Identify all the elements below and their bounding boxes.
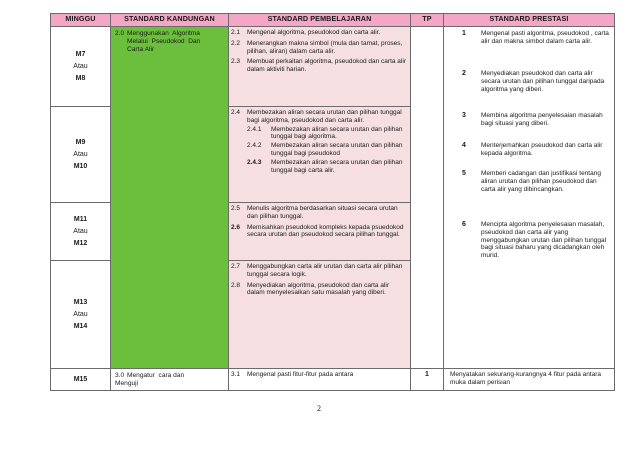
- standard-prestasi-cell: [444, 369, 615, 391]
- prs-text: Menterjemahkan pseudokod dan carta alir kepada algoritma.: [481, 142, 603, 157]
- week-label: M7: [75, 50, 86, 58]
- sp-subitem: 2.4.1 Membezakan aliran secara urutan dan pilihan tunggal bagi algoritma.: [247, 125, 403, 141]
- sp-item: 2.8 Menyediakan algoritma, pseudokod dan carta alir dalam menyelesaikan satu masalah yang diberi.: [231, 281, 390, 297]
- week-label: M11: [73, 215, 88, 223]
- week-label: M8: [75, 74, 86, 82]
- week-cell: [51, 261, 111, 369]
- tp-value: 5: [462, 170, 466, 177]
- prs-text: Mencipta algoritma penyelesaian masalah, pseudokod dan carta alir yang menggabungkan urutan dan pilihan tunggal bagi situasi baharu yang dicadangkan oleh murid.: [481, 221, 607, 260]
- standard-pembelajaran-cell: [229, 107, 411, 203]
- header-standard-pembelajaran: STANDARD PEMBELAJARAN: [229, 14, 411, 27]
- week-atau: Atau: [73, 310, 88, 318]
- standard-pembelajaran-cell: [229, 203, 411, 261]
- prestasi-item: [453, 221, 611, 260]
- sp-subitem: 2.4.3 Membezakan aliran secara urutan dan pilihan tunggal bagi carta alir.: [247, 158, 403, 174]
- header-standard-prestasi: STANDARD PRESTASI: [444, 14, 615, 27]
- prs-text: Memberi cadangan dan justifikasi tentang aliran urutan dan pilihan pseudokod dan carta alir yang dibincangkan.: [481, 170, 601, 193]
- tp-value: 2: [462, 70, 466, 77]
- week-atau: Atau: [73, 150, 88, 158]
- prestasi-item: [453, 170, 611, 193]
- prs-text: Mengenal pasti algoritma, pseudokod , carta alir dan makna simbol dalam carta alir.: [481, 30, 609, 45]
- standard-pembelajaran-cell: [229, 261, 411, 369]
- week-cell: [51, 203, 111, 261]
- prestasi-item: [453, 142, 611, 158]
- tp-cell: [411, 27, 444, 369]
- week-cell: [51, 107, 111, 203]
- page-number: 2: [317, 404, 321, 413]
- week-label: M13: [73, 298, 88, 306]
- table-row: [51, 369, 615, 391]
- prestasi-item: [453, 112, 611, 128]
- prs-text: Menyediakan pseudokod dan carta alir secara urutan dan pilihan tunggal daripada algoritma yang diberi.: [481, 70, 605, 93]
- tp-value: 3: [462, 112, 466, 119]
- sp-item: 2.4 Membezakan aliran secara urutan dan pilihan tunggal bagi algoritma, pseudokod dan carta alir.: [231, 109, 402, 124]
- week-cell: [51, 369, 111, 391]
- header-standard-kandungan: STANDARD KANDUNGAN: [111, 14, 229, 27]
- standard-pembelajaran-cell: [229, 369, 411, 391]
- tp-value: 4: [462, 142, 466, 149]
- week-label: M12: [73, 239, 88, 247]
- tp-value: 1: [462, 30, 466, 37]
- week-label: M10: [73, 162, 88, 170]
- sp-item: 2.3 Membuat perkaitan algoritma, pseudokod dan carta alir dalam aktiviti harian.: [231, 58, 406, 74]
- sp-item: 2.5 Menulis algoritma berdasarkan situasi secara urutan dan pilihan tunggal.: [231, 205, 398, 220]
- standard-pembelajaran-cell: [229, 27, 411, 107]
- table-header-row: [51, 14, 615, 27]
- week-label: M9: [75, 138, 86, 146]
- prs-text: Membina algoritma penyelesaian masalah bagi situasi yang diberi.: [481, 112, 603, 127]
- week-label: M15: [73, 375, 88, 383]
- header-tp: TP: [411, 14, 444, 27]
- standard-kandungan-cell: [111, 27, 229, 369]
- header-minggu: MINGGU: [51, 14, 111, 27]
- week-atau: Atau: [73, 227, 88, 235]
- prs-text: Menyatakan sekurang-kurangnya 4 fitur pada antara muka dalam perisian: [450, 371, 602, 386]
- tp-value: 6: [462, 221, 466, 228]
- sp-item: 2.6 Memisahkan pseudokod kompleks kepada psuedokod secara urutan dan pseudokod secara pilihan tunggal.: [231, 223, 404, 239]
- tp-value: 1: [425, 371, 429, 378]
- sp-subitem: 2.4.2 Membezakan aliran secara urutan dan pilihan tunggal bagi pseudokod: [247, 142, 403, 157]
- prestasi-item: [453, 70, 611, 93]
- sp-item: 2.1 Mengenal algoritma, pseudokod dan carta alir.: [231, 29, 381, 36]
- week-atau: Atau: [73, 62, 88, 70]
- sp-item: 2.7 Menggabungkan carta alir urutan dan carta alir pilihan tunggal secara logik.: [231, 263, 403, 278]
- standard-kandungan-cell: [111, 369, 229, 391]
- prestasi-list: [453, 30, 613, 370]
- week-label: M14: [73, 322, 88, 330]
- sp-item: 2.2 Menerangkan makna simbol (mula dan tamat, proses, pilihan, aliran) dalam carta alir.: [231, 39, 403, 55]
- sp-item: 3.1 Mengenal pasti fitur-fitur pada antara: [231, 371, 354, 378]
- prestasi-item: [453, 30, 611, 46]
- tp-cell: [411, 369, 444, 391]
- sk-item: 2.0 Menggunakan Algoritma Melalui Pseudokod Dan Carta Alir: [115, 30, 201, 53]
- week-cell: [51, 27, 111, 107]
- sk-item: 3.0 Mengatur cara dan Menguji: [115, 372, 185, 387]
